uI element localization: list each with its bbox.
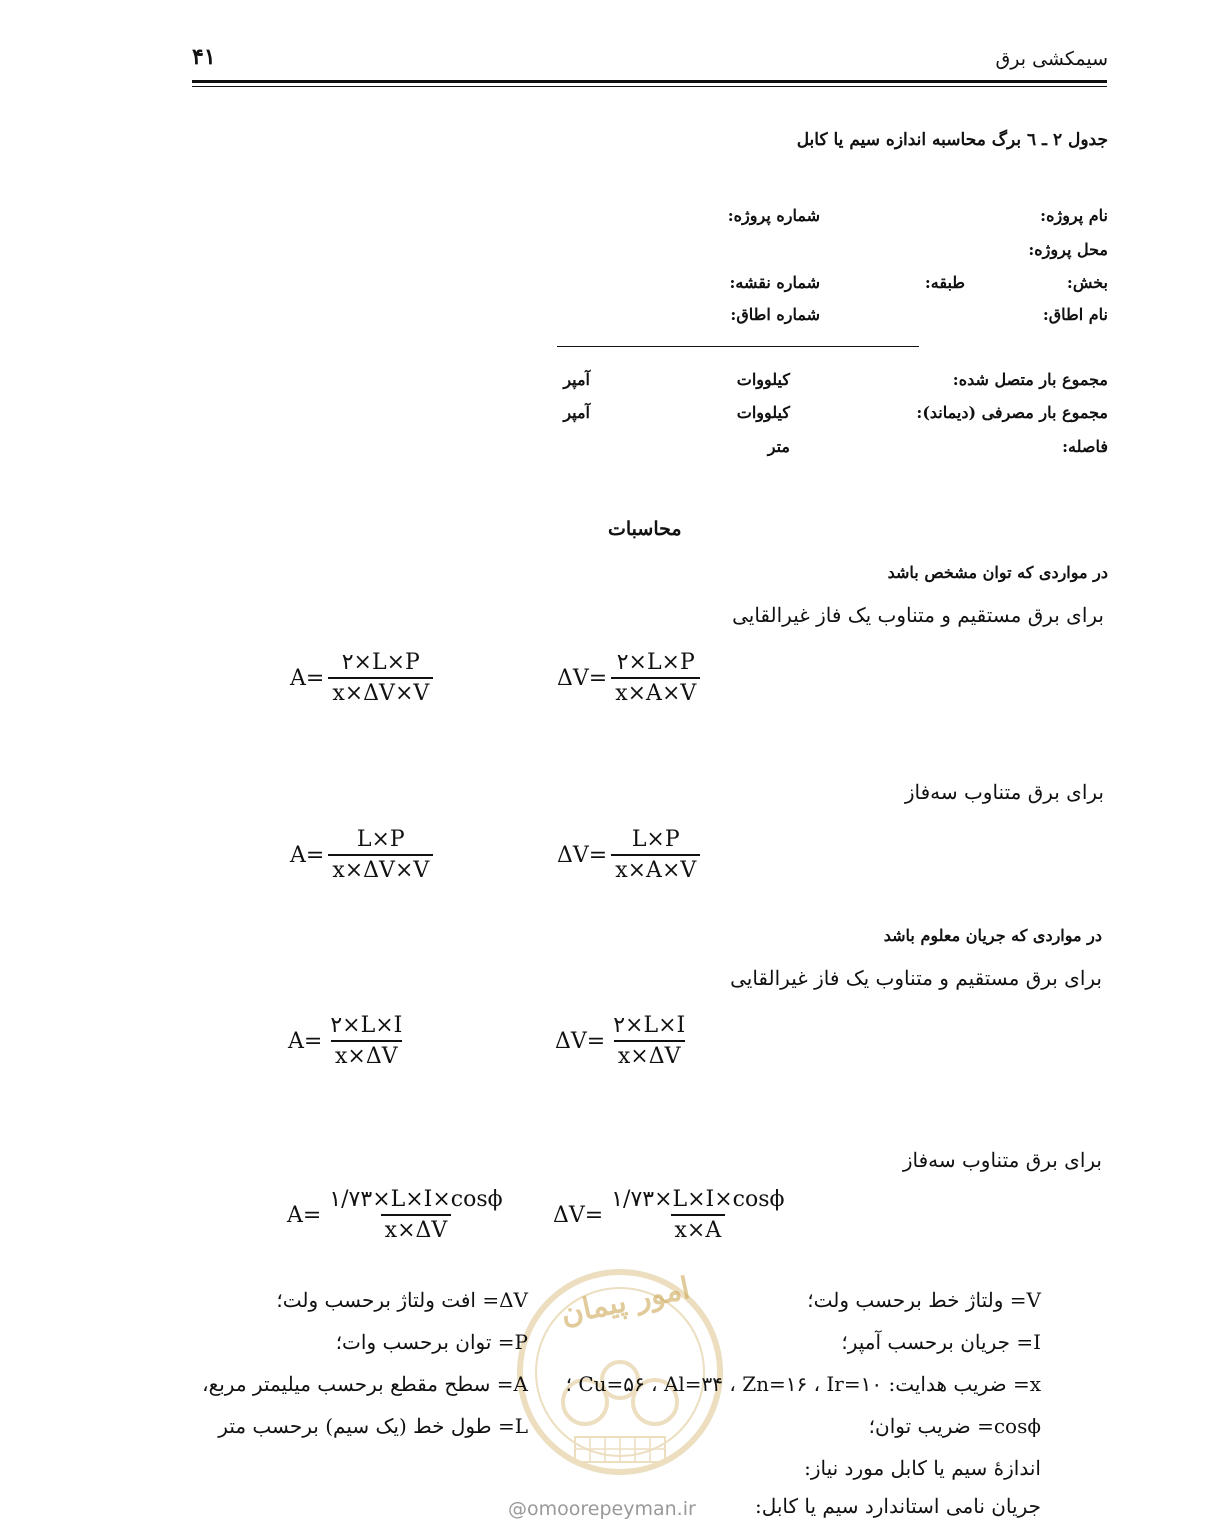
fraction <box>325 1187 506 1243</box>
floor-label: طبقه: <box>924 273 965 292</box>
formula-area-current-three <box>287 1187 507 1243</box>
numerator: ۱/۷۳×L×I×cosϕ <box>329 1187 503 1212</box>
fraction <box>611 827 700 883</box>
numerator: L×P <box>631 827 680 852</box>
header-rule-thin <box>192 86 1107 87</box>
formula-lhs: A= <box>290 665 325 691</box>
power-known-heading: در مواردی که توان مشخص باشد <box>887 563 1108 582</box>
map-number-label: شماره نقشه: <box>729 273 820 292</box>
watermark-logo-text: امور پیمان <box>557 1270 693 1333</box>
fraction <box>328 650 433 706</box>
table-title: جدول ۲ ـ ٦ برگ محاسبه اندازه سیم یا کابل <box>796 130 1108 150</box>
fraction <box>611 650 700 706</box>
distance-label: فاصله: <box>1062 437 1108 456</box>
legend-x: x= ضریب هدایت: Cu=۵۶ ، Al=۳۴ ، Zn=۱۶ ، Ir=۱۰ ؛ <box>565 1372 1041 1396</box>
formula-lhs: A= <box>287 1202 322 1228</box>
fraction <box>607 1187 788 1243</box>
legend-dv: ΔV= افت ولتاژ برحسب ولت؛ <box>276 1288 528 1312</box>
single-phase-heading-2: برای برق مستقیم و متناوب یک فاز غیرالقایی <box>730 966 1102 990</box>
header-rule-thick <box>192 80 1107 83</box>
formula-lhs: ΔV= <box>553 1202 604 1228</box>
numerator: ۲×L×I <box>613 1013 686 1038</box>
formula-area-power-single <box>290 650 433 706</box>
project-name-label: نام پروژه: <box>1040 206 1108 225</box>
legend-p: P= توان برحسب وات؛ <box>335 1330 528 1354</box>
numerator: ۲×L×P <box>341 650 420 675</box>
formula-lhs: ΔV= <box>557 665 608 691</box>
formula-lhs: ΔV= <box>555 1028 606 1054</box>
formula-area-current-single <box>288 1013 406 1069</box>
demand-load-kw-unit: کیلووات <box>736 403 790 422</box>
denominator: x×A×V <box>611 854 700 883</box>
formula-drop-power-single <box>557 650 700 706</box>
connected-load-amp-unit: آمپر <box>563 370 590 389</box>
denominator: x×ΔV <box>614 1040 685 1069</box>
demand-load-label: مجموع بار مصرفی (دیماند): <box>916 403 1108 422</box>
denominator: x×ΔV×V <box>328 854 433 883</box>
demand-load-amp-unit: آمپر <box>563 403 590 422</box>
current-known-heading: در مواردی که جریان معلوم باشد <box>883 926 1102 945</box>
three-phase-heading-1: برای برق متناوب سه‌فاز <box>904 780 1104 804</box>
room-name-label: نام اطاق: <box>1042 305 1108 324</box>
denominator: x×A×V <box>611 677 700 706</box>
legend-v: V= ولتاژ خط برحسب ولت؛ <box>807 1288 1041 1312</box>
legend-cos: cosϕ= ضریب توان؛ <box>868 1414 1041 1438</box>
formula-area-power-three <box>290 827 433 883</box>
denominator: x×ΔV <box>381 1214 452 1243</box>
calculations-title: محاسبات <box>608 518 682 540</box>
fraction <box>328 827 433 883</box>
denominator: x×ΔV <box>331 1040 402 1069</box>
formula-drop-power-three <box>557 827 700 883</box>
three-phase-heading-2: برای برق متناوب سه‌فاز <box>902 1148 1102 1172</box>
project-location-label: محل پروژه: <box>1028 240 1108 259</box>
project-number-label: شماره پروژه: <box>727 206 820 225</box>
fraction <box>326 1013 406 1069</box>
watermark-url: @omoorepeyman.ir <box>508 1498 696 1520</box>
legend-i: I= جریان برحسب آمپر؛ <box>841 1330 1041 1354</box>
formula-lhs: A= <box>288 1028 323 1054</box>
denominator: x×A <box>671 1214 726 1243</box>
rated-current-label: جریان نامی استاندارد سیم یا کابل: <box>754 1494 1041 1518</box>
numerator: ۲×L×P <box>616 650 695 675</box>
single-phase-heading-1: برای برق مستقیم و متناوب یک فاز غیرالقایی <box>732 603 1104 627</box>
section-label: بخش: <box>1066 273 1108 292</box>
formula-drop-current-single <box>555 1013 689 1069</box>
denominator: x×ΔV×V <box>328 677 433 706</box>
formula-lhs: A= <box>290 842 325 868</box>
connected-load-kw-unit: کیلووات <box>736 370 790 389</box>
numerator: ۱/۷۳×L×I×cosϕ <box>611 1187 785 1212</box>
room-number-label: شماره اطاق: <box>730 305 820 324</box>
wire-size-label: اندازهٔ سیم یا کابل مورد نیاز: <box>804 1456 1041 1480</box>
connected-load-label: مجموع بار متصل شده: <box>952 370 1108 389</box>
formula-lhs: ΔV= <box>557 842 608 868</box>
formula-drop-current-three <box>553 1187 789 1243</box>
legend-l: L= طول خط (یک سیم) برحسب متر <box>218 1414 528 1438</box>
form-separator <box>557 346 919 347</box>
legend-a: A= سطح مقطع برحسب میلیمتر مربع، <box>202 1372 528 1396</box>
numerator: L×P <box>356 827 405 852</box>
fraction <box>609 1013 689 1069</box>
page-number: ۴۱ <box>192 44 216 70</box>
numerator: ۲×L×I <box>330 1013 403 1038</box>
distance-meter-unit: متر <box>767 437 790 456</box>
book-title: سیمکشی برق <box>995 48 1108 70</box>
